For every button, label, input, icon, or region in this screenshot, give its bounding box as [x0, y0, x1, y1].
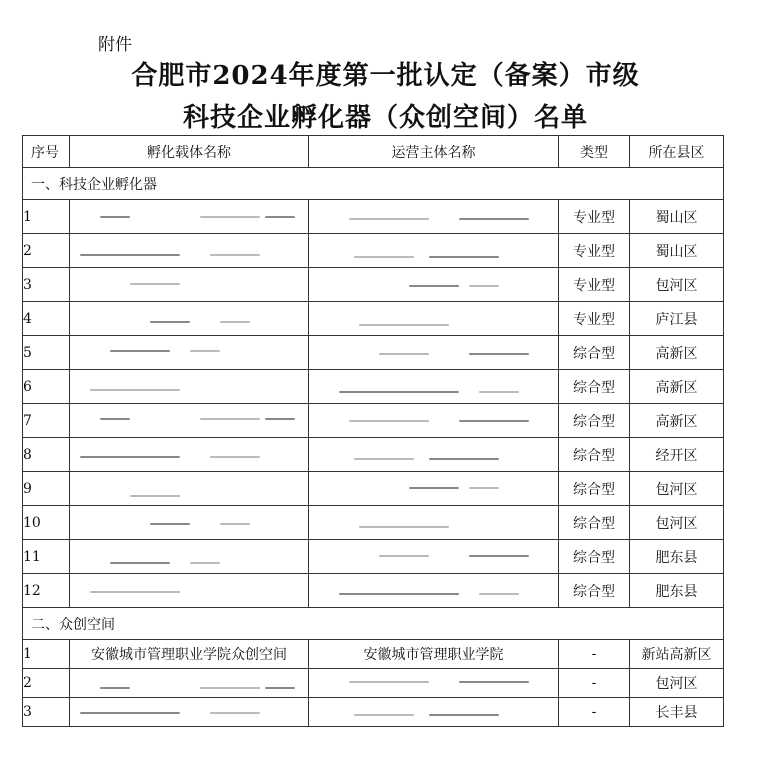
redaction-mark — [190, 562, 220, 564]
document-title-line-1: 合肥市2024年度第一批认定（备案）市级 — [131, 61, 640, 91]
carrier-name-cell — [70, 472, 309, 506]
carrier-name-cell — [70, 302, 309, 336]
carrier-name-cell — [70, 268, 309, 302]
redaction-mark — [469, 555, 529, 557]
operator-name-cell — [309, 404, 559, 438]
table-row — [23, 336, 724, 370]
district-cell: 经开区 — [630, 438, 724, 472]
district-cell: 高新区 — [630, 370, 724, 404]
district-cell: 新站高新区 — [630, 640, 724, 669]
operator-name-cell — [309, 302, 559, 336]
operator-name-cell — [309, 574, 559, 608]
seq-cell: 11 — [23, 540, 70, 574]
seq-cell: 2 — [23, 669, 70, 698]
header-seq: 序号 — [23, 136, 70, 168]
carrier-name-cell — [70, 669, 309, 698]
redaction-mark — [265, 418, 295, 420]
carrier-name-cell — [70, 234, 309, 268]
operator-name-cell — [309, 438, 559, 472]
redaction-mark — [80, 254, 180, 256]
redaction-mark — [409, 487, 459, 489]
section-label: 二、众创空间 — [23, 608, 724, 640]
type-cell: 综合型 — [559, 506, 630, 540]
type-cell: 综合型 — [559, 370, 630, 404]
redaction-mark — [359, 324, 449, 326]
redaction-mark — [354, 714, 414, 716]
redaction-mark — [100, 687, 130, 689]
seq-cell: 6 — [23, 370, 70, 404]
redaction-mark — [265, 687, 295, 689]
redaction-mark — [409, 285, 459, 287]
table-row — [23, 698, 724, 727]
redaction-mark — [469, 353, 529, 355]
header-operator-name: 运营主体名称 — [309, 136, 559, 168]
carrier-name-cell — [70, 574, 309, 608]
seq-cell: 3 — [23, 268, 70, 302]
redaction-mark — [110, 350, 170, 352]
document-title-line-2: 科技企业孵化器（众创空间）名单 — [182, 103, 588, 133]
carrier-name-cell — [70, 200, 309, 234]
redaction-mark — [359, 526, 449, 528]
operator-name-cell: 安徽城市管理职业学院 — [309, 640, 559, 669]
table-row — [23, 669, 724, 698]
redaction-mark — [190, 350, 220, 352]
redaction-mark — [459, 218, 529, 220]
incubator-list-table — [22, 135, 724, 727]
seq-cell: 9 — [23, 472, 70, 506]
redaction-mark — [100, 216, 130, 218]
district-cell: 肥东县 — [630, 574, 724, 608]
district-cell: 蜀山区 — [630, 200, 724, 234]
type-cell: - — [559, 669, 630, 698]
redaction-mark — [429, 256, 499, 258]
type-cell: 综合型 — [559, 540, 630, 574]
carrier-name-cell — [70, 404, 309, 438]
table-row — [23, 640, 724, 669]
redaction-mark — [130, 283, 180, 285]
redaction-mark — [220, 321, 250, 323]
redaction-mark — [379, 555, 429, 557]
table-row — [23, 200, 724, 234]
redaction-mark — [200, 216, 260, 218]
redaction-mark — [110, 562, 170, 564]
operator-name-cell — [309, 698, 559, 727]
table-header-row — [23, 136, 724, 168]
redaction-mark — [354, 256, 414, 258]
operator-name-cell — [309, 268, 559, 302]
type-cell: 专业型 — [559, 268, 630, 302]
attachment-label: 附件 — [98, 35, 132, 55]
carrier-name-cell — [70, 540, 309, 574]
operator-name-cell — [309, 234, 559, 268]
table-row — [23, 404, 724, 438]
seq-cell: 3 — [23, 698, 70, 727]
redaction-mark — [80, 456, 180, 458]
header-type: 类型 — [559, 136, 630, 168]
redaction-mark — [469, 285, 499, 287]
district-cell: 庐江县 — [630, 302, 724, 336]
table-row — [23, 506, 724, 540]
operator-name-cell — [309, 669, 559, 698]
redaction-mark — [339, 593, 459, 595]
redaction-mark — [349, 420, 429, 422]
district-cell: 高新区 — [630, 404, 724, 438]
seq-cell: 7 — [23, 404, 70, 438]
redaction-mark — [339, 391, 459, 393]
redaction-mark — [90, 389, 180, 391]
table-row — [23, 302, 724, 336]
carrier-name-cell: 安徽城市管理职业学院众创空间 — [70, 640, 309, 669]
operator-name-cell — [309, 472, 559, 506]
seq-cell: 8 — [23, 438, 70, 472]
redaction-mark — [429, 458, 499, 460]
seq-cell: 10 — [23, 506, 70, 540]
table-row — [23, 268, 724, 302]
carrier-name-cell — [70, 438, 309, 472]
redaction-mark — [130, 495, 180, 497]
redaction-mark — [200, 687, 260, 689]
table-row — [23, 234, 724, 268]
seq-cell: 5 — [23, 336, 70, 370]
operator-name-cell — [309, 370, 559, 404]
seq-cell: 4 — [23, 302, 70, 336]
type-cell: 综合型 — [559, 336, 630, 370]
district-cell: 肥东县 — [630, 540, 724, 574]
district-cell: 包河区 — [630, 506, 724, 540]
seq-cell: 1 — [23, 640, 70, 669]
operator-name-cell — [309, 336, 559, 370]
operator-name-cell — [309, 200, 559, 234]
seq-cell: 1 — [23, 200, 70, 234]
table-row — [23, 472, 724, 506]
redaction-mark — [265, 216, 295, 218]
redaction-mark — [429, 714, 499, 716]
district-cell: 高新区 — [630, 336, 724, 370]
operator-name-cell — [309, 540, 559, 574]
redaction-mark — [210, 712, 260, 714]
redaction-mark — [220, 523, 250, 525]
redaction-mark — [469, 487, 499, 489]
redaction-mark — [479, 593, 519, 595]
redaction-mark — [459, 420, 529, 422]
redaction-mark — [90, 591, 180, 593]
type-cell: 专业型 — [559, 200, 630, 234]
table-row — [23, 574, 724, 608]
type-cell: 专业型 — [559, 234, 630, 268]
seq-cell: 12 — [23, 574, 70, 608]
district-cell: 包河区 — [630, 268, 724, 302]
district-cell: 包河区 — [630, 669, 724, 698]
redaction-mark — [200, 418, 260, 420]
type-cell: 专业型 — [559, 302, 630, 336]
redaction-mark — [379, 353, 429, 355]
header-district: 所在县区 — [630, 136, 724, 168]
type-cell: 综合型 — [559, 404, 630, 438]
type-cell: 综合型 — [559, 472, 630, 506]
section-label: 一、科技企业孵化器 — [23, 168, 724, 200]
type-cell: - — [559, 698, 630, 727]
redaction-mark — [349, 218, 429, 220]
redaction-mark — [150, 523, 190, 525]
district-cell: 长丰县 — [630, 698, 724, 727]
type-cell: - — [559, 640, 630, 669]
redaction-mark — [210, 254, 260, 256]
redaction-mark — [80, 712, 180, 714]
section-header-row — [23, 608, 724, 640]
carrier-name-cell — [70, 506, 309, 540]
type-cell: 综合型 — [559, 438, 630, 472]
redaction-mark — [354, 458, 414, 460]
redaction-mark — [479, 391, 519, 393]
operator-name-cell — [309, 506, 559, 540]
table-row — [23, 540, 724, 574]
type-cell: 综合型 — [559, 574, 630, 608]
redaction-mark — [210, 456, 260, 458]
section-header-row — [23, 168, 724, 200]
carrier-name-cell — [70, 336, 309, 370]
carrier-name-cell — [70, 698, 309, 727]
header-carrier-name: 孵化载体名称 — [70, 136, 309, 168]
redaction-mark — [150, 321, 190, 323]
table-row — [23, 438, 724, 472]
table-row — [23, 370, 724, 404]
district-cell: 包河区 — [630, 472, 724, 506]
district-cell: 蜀山区 — [630, 234, 724, 268]
redaction-mark — [459, 681, 529, 683]
seq-cell: 2 — [23, 234, 70, 268]
redaction-mark — [349, 681, 429, 683]
carrier-name-cell — [70, 370, 309, 404]
redaction-mark — [100, 418, 130, 420]
